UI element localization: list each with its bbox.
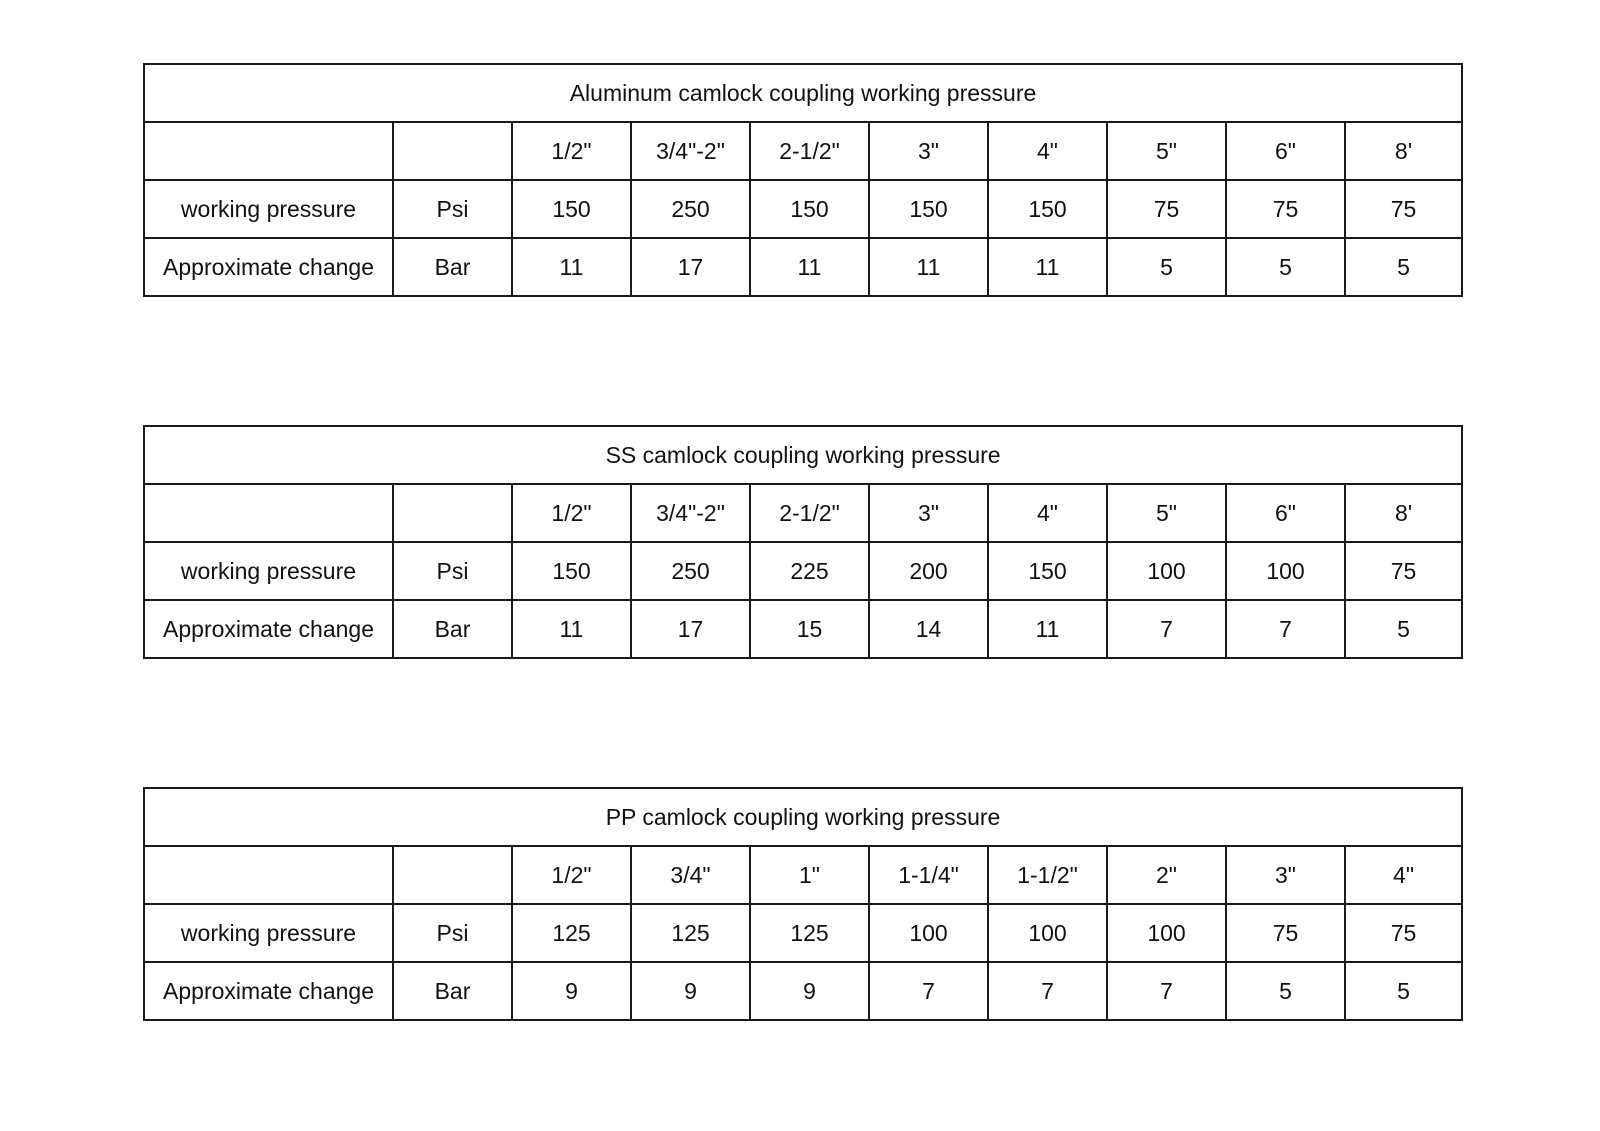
value-cell: 125 (750, 904, 869, 962)
size-cell: 3/4" (631, 846, 750, 904)
value-cell: 75 (1345, 542, 1462, 600)
value-cell: 7 (1226, 600, 1345, 658)
size-cell: 3" (869, 484, 988, 542)
row-label: working pressure (144, 904, 393, 962)
empty-cell (393, 846, 512, 904)
size-header-row (144, 122, 1462, 180)
value-cell: 75 (1226, 904, 1345, 962)
value-cell: 100 (1107, 904, 1226, 962)
row-label: Approximate change (144, 600, 393, 658)
value-cell: 100 (1226, 542, 1345, 600)
value-cell: 150 (750, 180, 869, 238)
empty-cell (393, 122, 512, 180)
row-label: Approximate change (144, 238, 393, 296)
value-cell: 11 (988, 600, 1107, 658)
empty-cell (144, 846, 393, 904)
size-header-row (144, 846, 1462, 904)
value-cell: 7 (869, 962, 988, 1020)
table-row (144, 962, 1462, 1020)
value-cell: 250 (631, 542, 750, 600)
value-cell: 225 (750, 542, 869, 600)
table-title: PP camlock coupling working pressure (144, 788, 1462, 846)
table-row (144, 542, 1462, 600)
size-header-row (144, 484, 1462, 542)
value-cell: 150 (512, 542, 631, 600)
size-cell: 5" (1107, 122, 1226, 180)
row-label: working pressure (144, 180, 393, 238)
size-cell: 1-1/2" (988, 846, 1107, 904)
value-cell: 250 (631, 180, 750, 238)
value-cell: 11 (750, 238, 869, 296)
value-cell: 100 (988, 904, 1107, 962)
table-row (144, 180, 1462, 238)
value-cell: 125 (512, 904, 631, 962)
value-cell: 17 (631, 600, 750, 658)
value-cell: 100 (869, 904, 988, 962)
value-cell: 5 (1345, 238, 1462, 296)
value-cell: 7 (1107, 600, 1226, 658)
table-title-row (144, 426, 1462, 484)
value-cell: 125 (631, 904, 750, 962)
value-cell: 5 (1345, 600, 1462, 658)
table-title: SS camlock coupling working pressure (144, 426, 1462, 484)
value-cell: 15 (750, 600, 869, 658)
size-cell: 1/2" (512, 846, 631, 904)
ss-pressure-table (143, 425, 1463, 659)
value-cell: 150 (988, 180, 1107, 238)
unit-cell: Bar (393, 600, 512, 658)
size-cell: 8' (1345, 484, 1462, 542)
size-cell: 4" (988, 484, 1107, 542)
row-label: Approximate change (144, 962, 393, 1020)
size-cell: 2-1/2" (750, 122, 869, 180)
value-cell: 11 (988, 238, 1107, 296)
unit-cell: Psi (393, 180, 512, 238)
table-title: Aluminum camlock coupling working pressure (144, 64, 1462, 122)
unit-cell: Bar (393, 238, 512, 296)
value-cell: 75 (1107, 180, 1226, 238)
value-cell: 9 (631, 962, 750, 1020)
size-cell: 3/4"-2" (631, 122, 750, 180)
value-cell: 5 (1226, 962, 1345, 1020)
value-cell: 17 (631, 238, 750, 296)
size-cell: 2" (1107, 846, 1226, 904)
value-cell: 75 (1226, 180, 1345, 238)
table-title-row (144, 64, 1462, 122)
value-cell: 11 (512, 238, 631, 296)
table-row (144, 600, 1462, 658)
size-cell: 1/2" (512, 122, 631, 180)
aluminum-pressure-table (143, 63, 1463, 297)
value-cell: 150 (512, 180, 631, 238)
unit-cell: Bar (393, 962, 512, 1020)
value-cell: 100 (1107, 542, 1226, 600)
size-cell: 4" (1345, 846, 1462, 904)
size-cell: 3" (869, 122, 988, 180)
unit-cell: Psi (393, 904, 512, 962)
empty-cell (144, 484, 393, 542)
value-cell: 7 (988, 962, 1107, 1020)
empty-cell (393, 484, 512, 542)
value-cell: 14 (869, 600, 988, 658)
value-cell: 5 (1107, 238, 1226, 296)
value-cell: 9 (750, 962, 869, 1020)
value-cell: 200 (869, 542, 988, 600)
size-cell: 3" (1226, 846, 1345, 904)
size-cell: 1-1/4" (869, 846, 988, 904)
size-cell: 8' (1345, 122, 1462, 180)
table-title-row (144, 788, 1462, 846)
table-row (144, 904, 1462, 962)
value-cell: 5 (1345, 962, 1462, 1020)
size-cell: 3/4"-2" (631, 484, 750, 542)
value-cell: 75 (1345, 180, 1462, 238)
value-cell: 11 (869, 238, 988, 296)
size-cell: 4" (988, 122, 1107, 180)
table-row (144, 238, 1462, 296)
value-cell: 75 (1345, 904, 1462, 962)
size-cell: 5" (1107, 484, 1226, 542)
value-cell: 7 (1107, 962, 1226, 1020)
empty-cell (144, 122, 393, 180)
size-cell: 6" (1226, 122, 1345, 180)
size-cell: 1" (750, 846, 869, 904)
row-label: working pressure (144, 542, 393, 600)
size-cell: 2-1/2" (750, 484, 869, 542)
pp-pressure-table (143, 787, 1463, 1021)
size-cell: 1/2" (512, 484, 631, 542)
value-cell: 9 (512, 962, 631, 1020)
size-cell: 6" (1226, 484, 1345, 542)
value-cell: 5 (1226, 238, 1345, 296)
value-cell: 11 (512, 600, 631, 658)
value-cell: 150 (869, 180, 988, 238)
unit-cell: Psi (393, 542, 512, 600)
value-cell: 150 (988, 542, 1107, 600)
